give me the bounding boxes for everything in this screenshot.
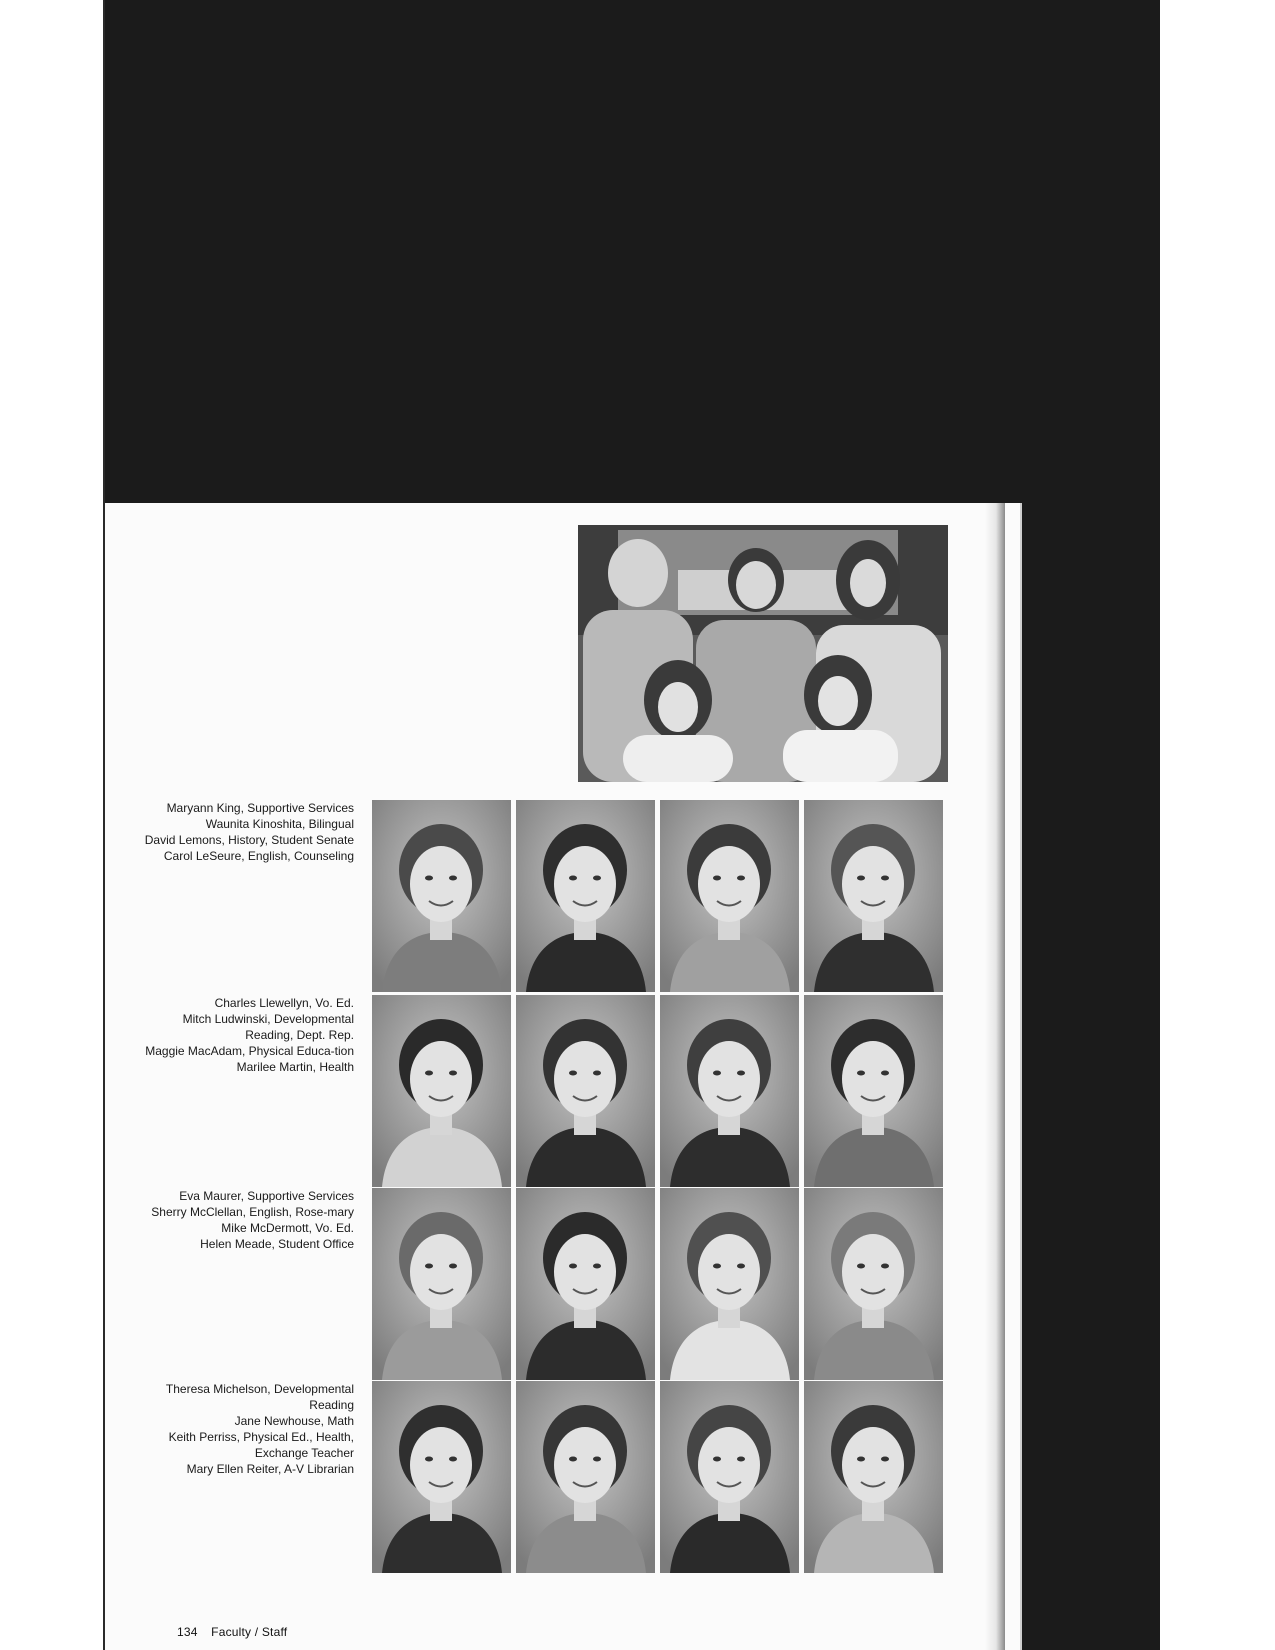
faculty-portrait bbox=[804, 800, 943, 992]
caption-line: Maggie MacAdam, Physical Educa-tion bbox=[145, 1044, 354, 1058]
caption-line: Sherry McClellan, English, Rose-mary bbox=[151, 1205, 354, 1219]
faculty-portrait bbox=[804, 1188, 943, 1380]
faculty-portrait bbox=[660, 1188, 799, 1380]
faculty-portrait bbox=[372, 995, 511, 1187]
faculty-portrait bbox=[804, 1381, 943, 1573]
section-title: Faculty / Staff bbox=[211, 1625, 288, 1639]
caption-row-1 bbox=[138, 800, 354, 864]
scan-background-right bbox=[1000, 503, 1160, 1650]
caption-line: Maryann King, Supportive Services bbox=[166, 801, 354, 815]
caption-line: Mary Ellen Reiter, A-V Librarian bbox=[186, 1462, 354, 1476]
caption-line: Theresa Michelson, Developmental Reading bbox=[165, 1382, 354, 1412]
caption-line: Waunita Kinoshita, Bilingual bbox=[205, 817, 354, 831]
group-photo bbox=[578, 525, 948, 782]
faculty-portrait bbox=[516, 995, 655, 1187]
caption-line: Helen Meade, Student Office bbox=[200, 1237, 354, 1251]
caption-row-3 bbox=[138, 1188, 354, 1252]
caption-line: Keith Perriss, Physical Ed., Health, Exchange Teacher bbox=[168, 1430, 354, 1460]
faculty-portrait bbox=[372, 1381, 511, 1573]
caption-line: Carol LeSeure, English, Counseling bbox=[163, 849, 354, 863]
caption-line: Jane Newhouse, Math bbox=[234, 1414, 354, 1428]
caption-line: Charles Llewellyn, Vo. Ed. bbox=[214, 996, 354, 1010]
faculty-portrait bbox=[660, 995, 799, 1187]
faculty-portrait bbox=[516, 1188, 655, 1380]
page-number: 134 bbox=[177, 1625, 198, 1639]
page-edge-shadow bbox=[985, 503, 1005, 1650]
faculty-portrait bbox=[516, 800, 655, 992]
caption-line: David Lemons, History, Student Senate bbox=[144, 833, 354, 847]
scan-background-top bbox=[104, 0, 1160, 503]
faculty-portrait bbox=[660, 800, 799, 992]
page-footer bbox=[177, 1625, 287, 1639]
caption-row-2 bbox=[138, 995, 354, 1075]
caption-row-4 bbox=[138, 1381, 354, 1477]
caption-line: Eva Maurer, Supportive Services bbox=[179, 1189, 354, 1203]
faculty-portrait bbox=[372, 800, 511, 992]
caption-line: Mitch Ludwinski, Developmental Reading, Dept. Rep. bbox=[182, 1012, 354, 1042]
caption-line: Marilee Martin, Health bbox=[236, 1060, 354, 1074]
faculty-portrait bbox=[516, 1381, 655, 1573]
caption-line: Mike McDermott, Vo. Ed. bbox=[221, 1221, 354, 1235]
faculty-portrait bbox=[804, 995, 943, 1187]
faculty-portrait bbox=[660, 1381, 799, 1573]
faculty-portrait bbox=[372, 1188, 511, 1380]
